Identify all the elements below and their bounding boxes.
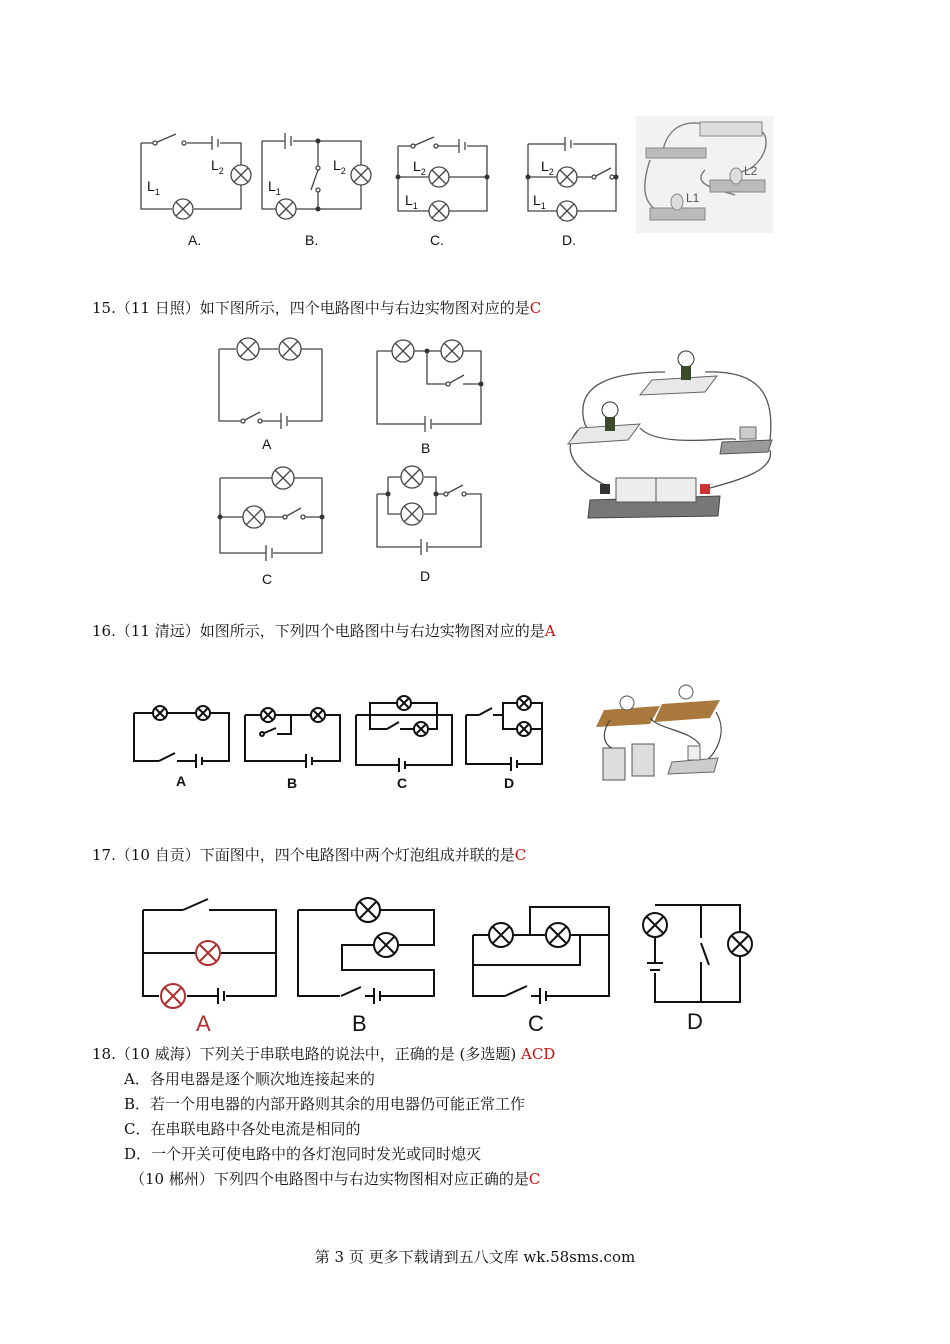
q15-label-b: B [421, 440, 431, 456]
answer-18: ACD [520, 1045, 556, 1063]
q16-label-b: B [287, 775, 298, 791]
q15-label-d: D [420, 568, 431, 584]
answer-15: C [529, 299, 542, 317]
q17-label-c: C [528, 1011, 544, 1036]
row1-label-a: A. [188, 232, 202, 248]
question-19: （10 郴州）下列四个电路图中与右边实物图相对应正确的是C [130, 1170, 541, 1188]
q17-label-b: B [352, 1011, 367, 1036]
lamp-label-l2: L [541, 158, 549, 174]
question-16: 16.（11 清远）如图所示，下列四个电路图中与右边实物图对应的是A [92, 622, 556, 640]
question-17: 17.（10 自贡）下面图中，四个电路图中两个灯泡组成并联的是C [92, 846, 527, 864]
answer-17: C [514, 846, 527, 864]
page-footer: 第 3 页 更多下载请到五八文库 wk.58sms.com [314, 1248, 636, 1266]
question-15: 15.（11 日照）如下图所示，四个电路图中与右边实物图对应的是C [92, 299, 542, 317]
q18-option-a: A．各用电器是逐个顺次地连接起来的 [124, 1070, 375, 1088]
question-18: 18.（10 威海）下列关于串联电路的说法中，正确的是 (多选题) ACD [92, 1045, 556, 1063]
lamp-label-l1: L [268, 178, 276, 194]
lamp-label-l2: L [413, 158, 421, 174]
q18-option-c: C．在串联电路中各处电流是相同的 [124, 1120, 361, 1138]
lamp-label-l2: L [333, 157, 341, 173]
q16-label-c: C [397, 775, 408, 791]
q15-label-c: C [262, 571, 273, 587]
q16-label-d: D [504, 775, 515, 791]
lamp-label-l1: L [405, 192, 413, 208]
answer-19: C [528, 1170, 541, 1188]
q17-label-a: A [196, 1011, 211, 1036]
lamp-label-l1: L [533, 192, 541, 208]
lamp-label-l2: L [211, 157, 219, 173]
q17-label-d: D [687, 1009, 703, 1034]
row1-label-d: D. [562, 232, 576, 248]
q15-label-a: A [262, 436, 272, 452]
row1-label-c: C. [430, 232, 444, 248]
row1-label-b: B. [305, 232, 319, 248]
q16-label-a: A [176, 773, 187, 789]
q18-option-b: B．若一个用电器的内部开路则其余的用电器仍可能正常工作 [124, 1095, 526, 1113]
lamp-label-l1: L [147, 178, 155, 194]
answer-16: A [544, 622, 556, 640]
q18-option-d: D．一个开关可使电路中的各灯泡同时发光或同时熄灭 [124, 1145, 482, 1163]
